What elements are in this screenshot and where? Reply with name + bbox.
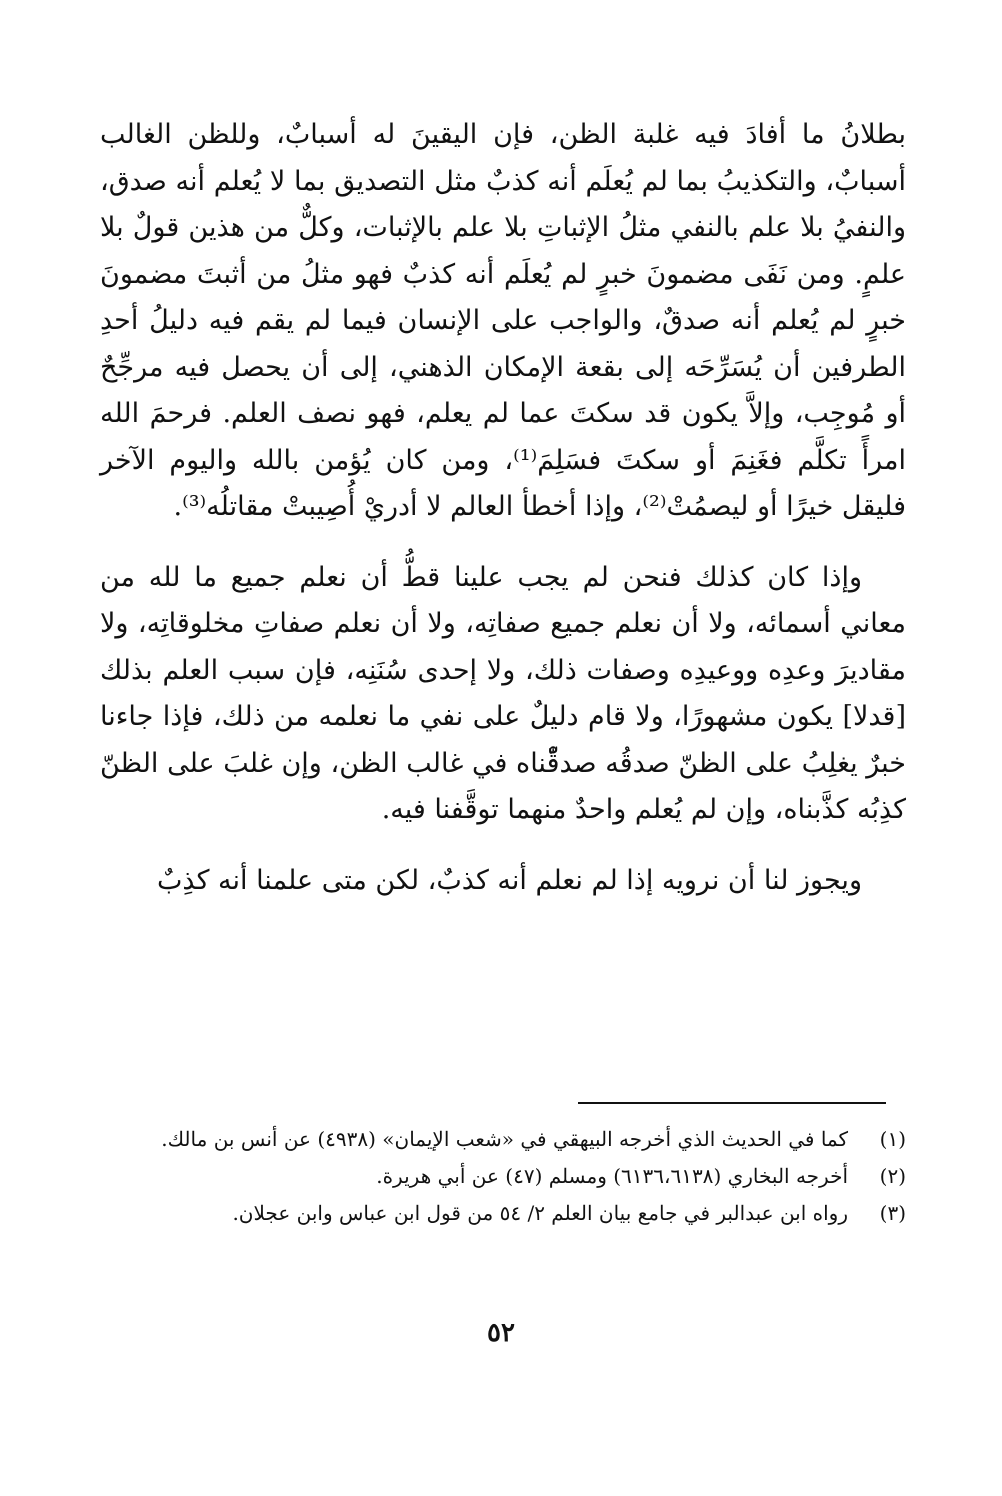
footnote-number: (٢) (879, 1164, 906, 1188)
paragraph-3: ويجوز لنا أن نرويه إذا لم نعلم أنه كذبٌ، لكن متى علمنا أنه كذِبٌ (156, 864, 862, 896)
footnote-separator (578, 1102, 886, 1104)
paragraph-1: بطلانُ ما أفادَ فيه غلبة الظن، فإن اليقينَ له أسبابٌ، وللظن الغالب أسبابٌ، والتكذيبُ بما لم يُعلَم أنه كذبٌ مثل التصديق بما لا يُعلم أنه صدق، والنفيُ بلا علم بالنفي مثلُ الإثباتِ بلا علم بالإثبات، وكلٌّ من هذين قولٌ بلا علمٍ. ومن نَفَى مضمونَ خبرٍ لم يُعلَم أنه كذبٌ فهو مثلُ من أثبتَ مضمونَ خبرٍ لم يُعلم أنه صدقٌ، والواجب على الإنسان فيما لم يقم فيه دليلُ أحدِ الطرفين أن يُسَرِّحَه إلى بقعة الإمكان الذهني، إلى أن يحصل فيه مرجِّحٌ أو مُوجِب، وإلاَّ يكون قد سكتَ عما لم يعلم، فهو نصف العلم. فرحمَ الله امرأً تكلَّم فغَنِمَ أو سكتَ فسَلِمَ⁽¹⁾، ومن كان يُؤمن بالله واليوم الآخر فليقل خيرًا أو ليصمُتْ⁽²⁾، وإذا أخطأ العالم لا أدريْ أُصِيبتْ مقاتلُه⁽³⁾. (100, 119, 906, 522)
footnote-2 (100, 1161, 906, 1192)
footnote-3 (100, 1198, 906, 1229)
footnotes (100, 1124, 906, 1235)
footnote-number: (٣) (879, 1201, 906, 1225)
paragraph-2: وإذا كان كذلك فنحن لم يجب علينا قطُّ أن نعلم جميع ما لله من معاني أسمائه، ولا أن نعلم جميع صفاتِه، ولا أن نعلم صفاتِ مخلوقاتِه، ولا مقاديرَ وعدِه ووعيدِه وصفات ذلك، ولا إحدى سُنَنِه، فإن سبب العلم بذلك [قدلا] يكون مشهورًا، ولا قام دليلٌ على نفي ما نعلمه من ذلك، فإذا جاءنا خبرٌ يغلِبُ على الظنّ صدقُه صدقّْناه في غالب الظن، وإن غلبَ على الظنّ كذِبُه كذَّبناه، وإن لم يُعلم واحدٌ منهما توقَّفنا فيه. (100, 561, 906, 825)
footnote-number: (١) (879, 1127, 906, 1151)
footnote-text: أخرجه البخاري (٦١٣٦،٦١٣٨) ومسلم (٤٧) عن أبي هريرة. (376, 1164, 848, 1188)
footnote-text: رواه ابن عبدالبر في جامع بيان العلم ٢/ ٥٤ من قول ابن عباس وابن عجلان. (232, 1201, 848, 1225)
page-number: ٥٢ (487, 1318, 515, 1348)
footnote-1 (100, 1124, 906, 1155)
footnote-text: كما في الحديث الذي أخرجه البيهقي في «شعب الإيمان» (٤٩٣٨) عن أنس بن مالك. (161, 1127, 848, 1151)
main-text (100, 112, 906, 904)
